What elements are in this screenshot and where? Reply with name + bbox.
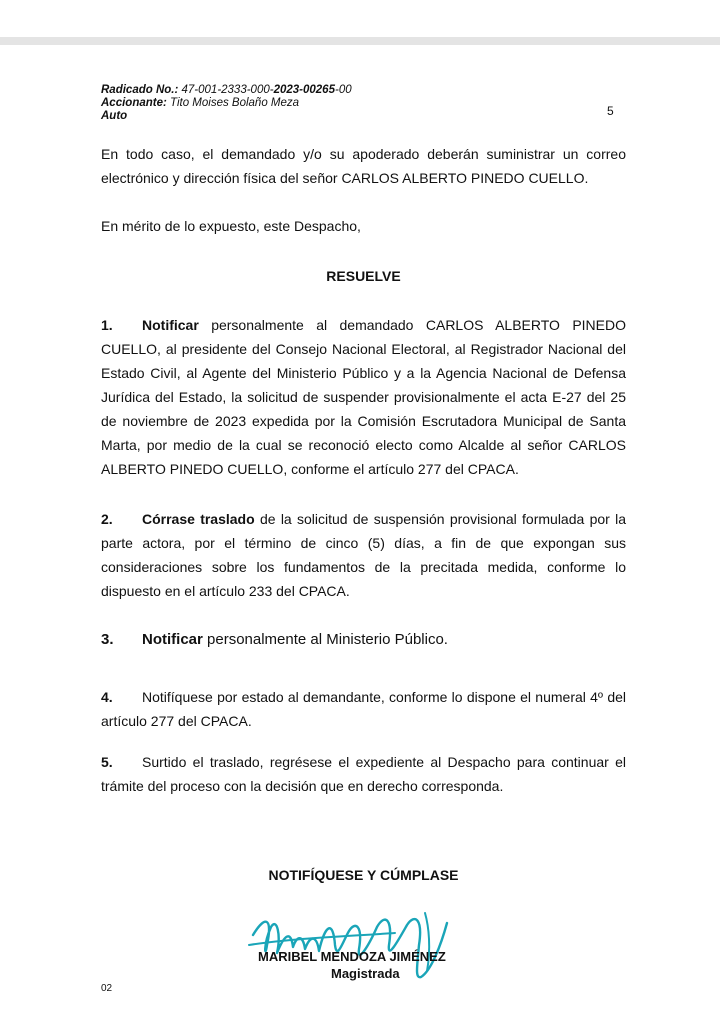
item-number: 5. <box>101 754 113 770</box>
resolution-item-4 <box>101 685 626 733</box>
item-lead: Córrase traslado <box>142 511 255 527</box>
signer-name: MARIBEL MENDOZA JIMÉNEZ <box>258 949 446 964</box>
intro-paragraph-2: En mérito de lo expuesto, este Despacho, <box>101 218 361 234</box>
radicado-line <box>101 84 352 97</box>
resuelve-title: RESUELVE <box>326 268 401 284</box>
item-text: Notifíquese por estado al demandante, conforme lo dispone el numeral 4º del artículo 277 del CPACA. <box>101 689 626 729</box>
document-type: Auto <box>101 110 128 122</box>
item-number: 3. <box>101 631 114 648</box>
footer-code: 02 <box>101 983 113 994</box>
item-lead: Notificar <box>142 317 199 333</box>
resolution-item-5 <box>101 750 626 798</box>
closing-formula: NOTIFÍQUESE Y CÚMPLASE <box>268 867 459 883</box>
radicado-label: Radicado No.: <box>101 84 179 96</box>
accionante-line <box>101 97 352 110</box>
item-text: personalmente al demandado CARLOS ALBERTO PINEDO CUELLO, al presidente del Consejo Nacional Electoral, al Registrador Nacional del Estado Civil, al Agente del Ministerio Público y a la Agencia Nacional de Defensa Jurídica del Estado, la solicitud de suspender provisionalmente el acta E-27 del 25 de noviembre de 2023 expedida por la Comisión Escrutadora Municipal de Santa Marta, por medio de la cual se reconoció electo como Alcalde al señor CARLOS ALBERTO PINEDO CUELLO, conforme el artículo 277 del CPACA. <box>101 317 626 477</box>
radicado-bold: 2023-00265 <box>273 84 335 96</box>
item-number: 2. <box>101 511 113 527</box>
radicado-prefix: 47-001-2333-000- <box>178 84 274 96</box>
item-text: Surtido el traslado, regrésese el expediente al Despacho para continuar el trámite del proceso con la decisión que en derecho corresponda. <box>101 754 626 794</box>
resolution-item-2 <box>101 507 626 603</box>
resolution-item-1 <box>101 313 626 481</box>
radicado-suffix: -00 <box>334 84 352 96</box>
item-number: 1. <box>101 317 113 333</box>
accionante-label: Accionante: <box>101 97 167 109</box>
item-text: de la solicitud de suspensión provisional formulada por la parte actora, por el término de cinco (5) días, a fin de que expongan sus consideraciones sobre los fundamentos de la precitada medida, conforme lo dispuesto en el artículo 233 del CPACA. <box>101 511 626 599</box>
accionante-value: Tito Moises Bolaño Meza <box>166 97 300 109</box>
case-header <box>101 84 352 123</box>
top-gray-bar <box>0 37 720 45</box>
item-lead: Notificar <box>142 631 203 648</box>
signer-title: Magistrada <box>331 966 400 981</box>
item-number: 4. <box>101 689 113 705</box>
page-number: 5 <box>607 104 614 118</box>
item-text: personalmente al Ministerio Público. <box>202 631 448 648</box>
intro-paragraph-1: En todo caso, el demandado y/o su apoderado deberán suministrar un correo electrónico y dirección física del señor CARLOS ALBERTO PINEDO CUELLO. <box>101 146 626 186</box>
resolution-item-3 <box>101 628 626 652</box>
